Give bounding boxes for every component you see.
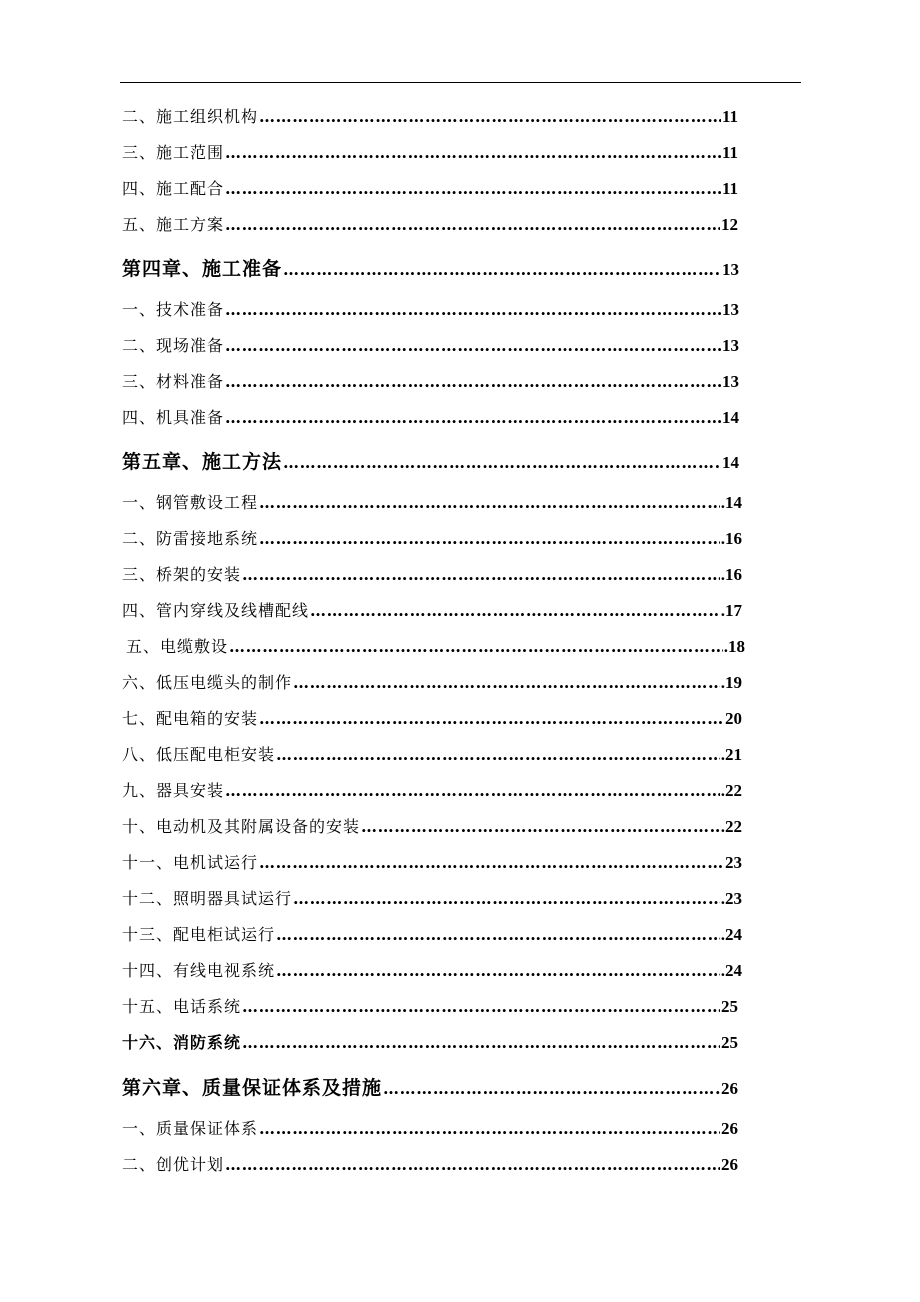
toc-entry[interactable]	[122, 212, 738, 235]
toc-entry-page: 26	[721, 1079, 738, 1098]
toc-entry-page: 11	[721, 143, 738, 162]
toc-entry[interactable]	[122, 958, 742, 981]
dot-leader	[276, 961, 720, 980]
toc-entry-title: 十六、消防系统	[122, 1033, 242, 1052]
toc-entry-title: 八、低压配电柜安装	[122, 745, 276, 764]
toc-entry[interactable]	[122, 176, 738, 199]
dot-leader	[283, 453, 721, 472]
toc-entry-title: 十、电动机及其附属设备的安装	[122, 817, 361, 836]
toc-entry[interactable]	[122, 297, 739, 320]
toc-entry[interactable]	[126, 634, 745, 657]
toc-entry-page: .16	[720, 529, 742, 548]
dot-leader	[229, 637, 723, 656]
toc-entry-page: .24	[720, 925, 742, 944]
toc-entry-page: 13	[722, 260, 739, 279]
toc-entry[interactable]	[122, 670, 742, 693]
toc-entry-title: 一、质量保证体系	[122, 1119, 259, 1138]
dot-leader	[283, 260, 721, 279]
toc-entry-title: 一、钢管敷设工程	[122, 493, 259, 512]
toc-entry[interactable]	[122, 104, 738, 127]
toc-entry-title: 二、防雷接地系统	[122, 529, 259, 548]
dot-leader	[310, 601, 720, 620]
toc-chapter[interactable]	[122, 447, 739, 474]
toc-entry-page: .23	[720, 889, 742, 908]
toc-entry-title: 一、技术准备	[122, 300, 225, 319]
toc-entry-page: .19	[720, 673, 742, 692]
dot-leader	[276, 745, 720, 764]
toc-entry-page: 26	[721, 1119, 738, 1138]
toc-entry-page: .17	[720, 601, 742, 620]
toc-entry[interactable]	[122, 706, 742, 729]
toc-entry-page: 13	[722, 336, 739, 355]
toc-entry-page: .22	[720, 817, 742, 836]
dot-leader	[225, 781, 720, 800]
dot-leader	[259, 107, 721, 126]
toc-entry-page: 13	[722, 300, 739, 319]
toc-entry-title: 九、器具安装	[122, 781, 225, 800]
toc-entry[interactable]	[122, 562, 742, 585]
toc-entry-title: 十五、电话系统	[122, 997, 242, 1016]
toc-entry[interactable]	[122, 598, 742, 621]
dot-leader	[293, 889, 720, 908]
dot-leader	[259, 529, 720, 548]
toc-entry-title: 二、创优计划	[122, 1155, 225, 1174]
dot-leader	[259, 493, 720, 512]
toc-chapter[interactable]	[122, 254, 739, 281]
dot-leader	[225, 336, 721, 355]
toc-entry-title: 十二、照明器具试运行	[122, 889, 293, 908]
toc-chapter-title: 第四章、施工准备	[122, 258, 283, 280]
dot-leader	[225, 300, 721, 319]
toc-entry-title: 四、机具准备	[122, 408, 225, 427]
toc-entry-page: 20	[725, 709, 742, 728]
toc-entry-title: 十三、配电柜试运行	[122, 925, 276, 944]
dot-leader	[225, 179, 721, 198]
toc-chapter[interactable]	[122, 1073, 738, 1100]
dot-leader	[225, 1155, 720, 1174]
toc-entry[interactable]	[122, 850, 742, 873]
toc-entry-page: 26	[721, 1155, 738, 1174]
toc-entry-page: .16	[720, 565, 742, 584]
toc-entry[interactable]	[122, 490, 742, 513]
toc-entry-title: 二、现场准备	[122, 336, 225, 355]
toc-entry[interactable]	[122, 405, 739, 428]
toc-entry[interactable]	[122, 814, 742, 837]
toc-entry[interactable]	[122, 922, 742, 945]
toc-entry[interactable]	[122, 526, 742, 549]
toc-entry[interactable]	[122, 333, 739, 356]
toc-entry-page: 14	[722, 453, 739, 472]
toc-entry-title: 三、材料准备	[122, 372, 225, 391]
dot-leader	[225, 408, 721, 427]
toc-entry-title: 十四、有线电视系统	[122, 961, 276, 980]
toc-entry-title: 四、管内穿线及线槽配线	[122, 601, 310, 620]
toc-entry-page: 23	[725, 853, 742, 872]
toc-entry[interactable]	[122, 1116, 738, 1139]
dot-leader	[225, 372, 721, 391]
toc-entry-page: 25	[721, 997, 738, 1016]
toc-entry-page: 11	[721, 107, 738, 126]
toc-entry-title: 七、配电箱的安装	[122, 709, 259, 728]
toc-chapter-title: 第五章、施工方法	[122, 451, 283, 473]
toc-entry-title: 六、低压电缆头的制作	[122, 673, 293, 692]
toc-entry[interactable]	[122, 742, 742, 765]
dot-leader	[225, 143, 721, 162]
toc-entry-title: 十一、电机试运行	[122, 853, 259, 872]
toc-entry-page: 14	[722, 408, 739, 427]
dot-leader	[259, 853, 724, 872]
toc-entry-title: 四、施工配合	[122, 179, 225, 198]
toc-entry-page: .14	[720, 493, 742, 512]
toc-entry[interactable]	[122, 1152, 738, 1175]
dot-leader	[276, 925, 720, 944]
toc-entry[interactable]	[122, 886, 742, 909]
dot-leader	[242, 1033, 720, 1052]
toc-entry-page: 25	[721, 1033, 738, 1052]
toc-chapter-title: 第六章、质量保证体系及措施	[122, 1077, 383, 1099]
toc-entry-title: 三、施工范围	[122, 143, 225, 162]
toc-entry-page: .24	[720, 961, 742, 980]
toc-entry-page: 13	[722, 372, 739, 391]
dot-leader	[383, 1079, 720, 1098]
toc-entry-page: .18	[723, 637, 745, 656]
toc-entry[interactable]	[122, 140, 738, 163]
toc-entry-page: 11	[721, 179, 738, 198]
toc-entry-title: 二、施工组织机构	[122, 107, 259, 126]
dot-leader	[259, 709, 724, 728]
dot-leader	[225, 215, 720, 234]
dot-leader	[259, 1119, 720, 1138]
toc-entry-page: .21	[720, 745, 742, 764]
toc-entry-page: .22	[720, 781, 742, 800]
toc-entry[interactable]	[122, 369, 739, 392]
toc-entry-title: 五、电缆敷设	[126, 637, 229, 656]
dot-leader	[361, 817, 720, 836]
toc-entry[interactable]	[122, 778, 742, 801]
toc-entry[interactable]	[122, 1030, 738, 1053]
dot-leader	[242, 565, 720, 584]
toc-entry-title: 三、桥架的安装	[122, 565, 242, 584]
toc-entry-title: 五、施工方案	[122, 215, 225, 234]
dot-leader	[242, 997, 720, 1016]
dot-leader	[293, 673, 720, 692]
toc-entry[interactable]	[122, 994, 738, 1017]
toc-entry-page: 12	[721, 215, 738, 234]
